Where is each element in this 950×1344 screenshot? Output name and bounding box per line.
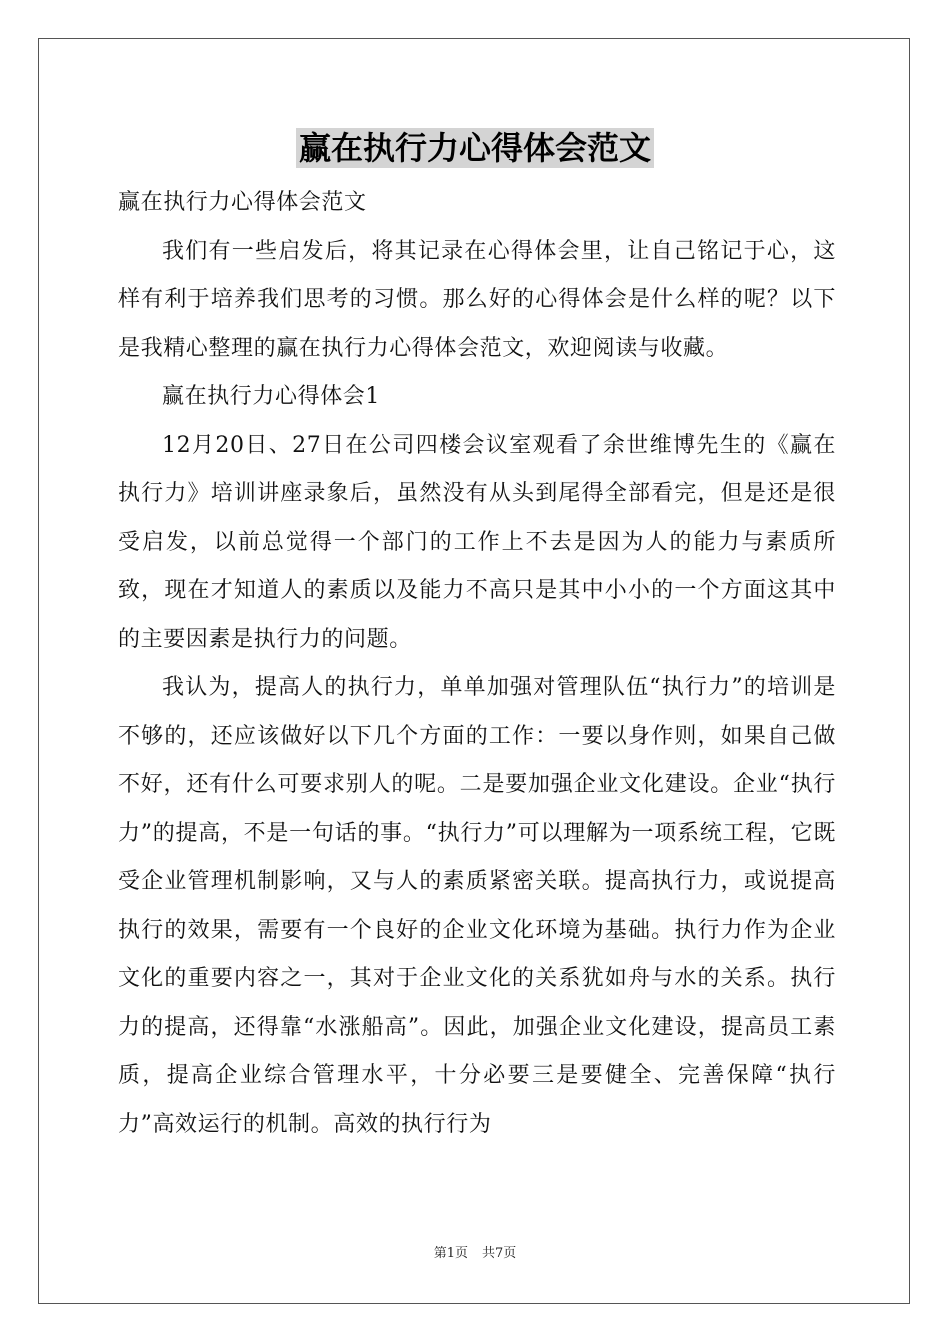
- title-container: [0, 128, 950, 168]
- paragraph-body-2: 我认为，提高人的执行力，单单加强对管理队伍“执行力”的培训是不够的，还应该做好以下几个方面的工作：一要以身作则，如果自己做不好，还有什么可要求别人的呢。二是要加强企业文化建设。企业“执行力”的提高，不是一句话的事。“执行力”可以理解为一项系统工程，它既受企业管理机制影响，又与人的素质紧密关联。提高执行力，或说提高执行的效果，需要有一个良好的企业文化环境为基础。执行力作为企业文化的重要内容之一，其对于企业文化的关系犹如舟与水的关系。执行力的提高，还得靠“水涨船高”。因此，加强企业文化建设，提高员工素质，提高企业综合管理水平，十分必要三是要健全、完善保障“执行力”高效运行的机制。高效的执行行为: [118, 675, 836, 1137]
- page-total: 共7页: [482, 1246, 517, 1261]
- document-body: [118, 179, 836, 1149]
- paragraph-section-title: 赢在执行力心得体会1: [162, 384, 380, 409]
- page-number: 第1页: [433, 1246, 468, 1261]
- paragraph-body-1: 12月20日、27日在公司四楼会议室观看了余世维博先生的《赢在执行力》培训讲座录象后，虽然没有从头到尾得全部看完，但是还是很受启发，以前总觉得一个部门的工作上不去是因为人的能力与素质所致，现在才知道人的素质以及能力不高只是其中小小的一个方面这其中的主要因素是执行力的问题。: [118, 432, 836, 652]
- document-title: 赢在执行力心得体会范文: [296, 128, 654, 168]
- paragraph-heading: 赢在执行力心得体会范文: [118, 190, 367, 215]
- page-footer: [0, 1246, 950, 1262]
- paragraph-intro: 我们有一些启发后，将其记录在心得体会里，让自己铭记于心，这样有利于培养我们思考的习惯。那么好的心得体会是什么样的呢？以下是我精心整理的赢在执行力心得体会范文，欢迎阅读与收藏。: [118, 238, 836, 361]
